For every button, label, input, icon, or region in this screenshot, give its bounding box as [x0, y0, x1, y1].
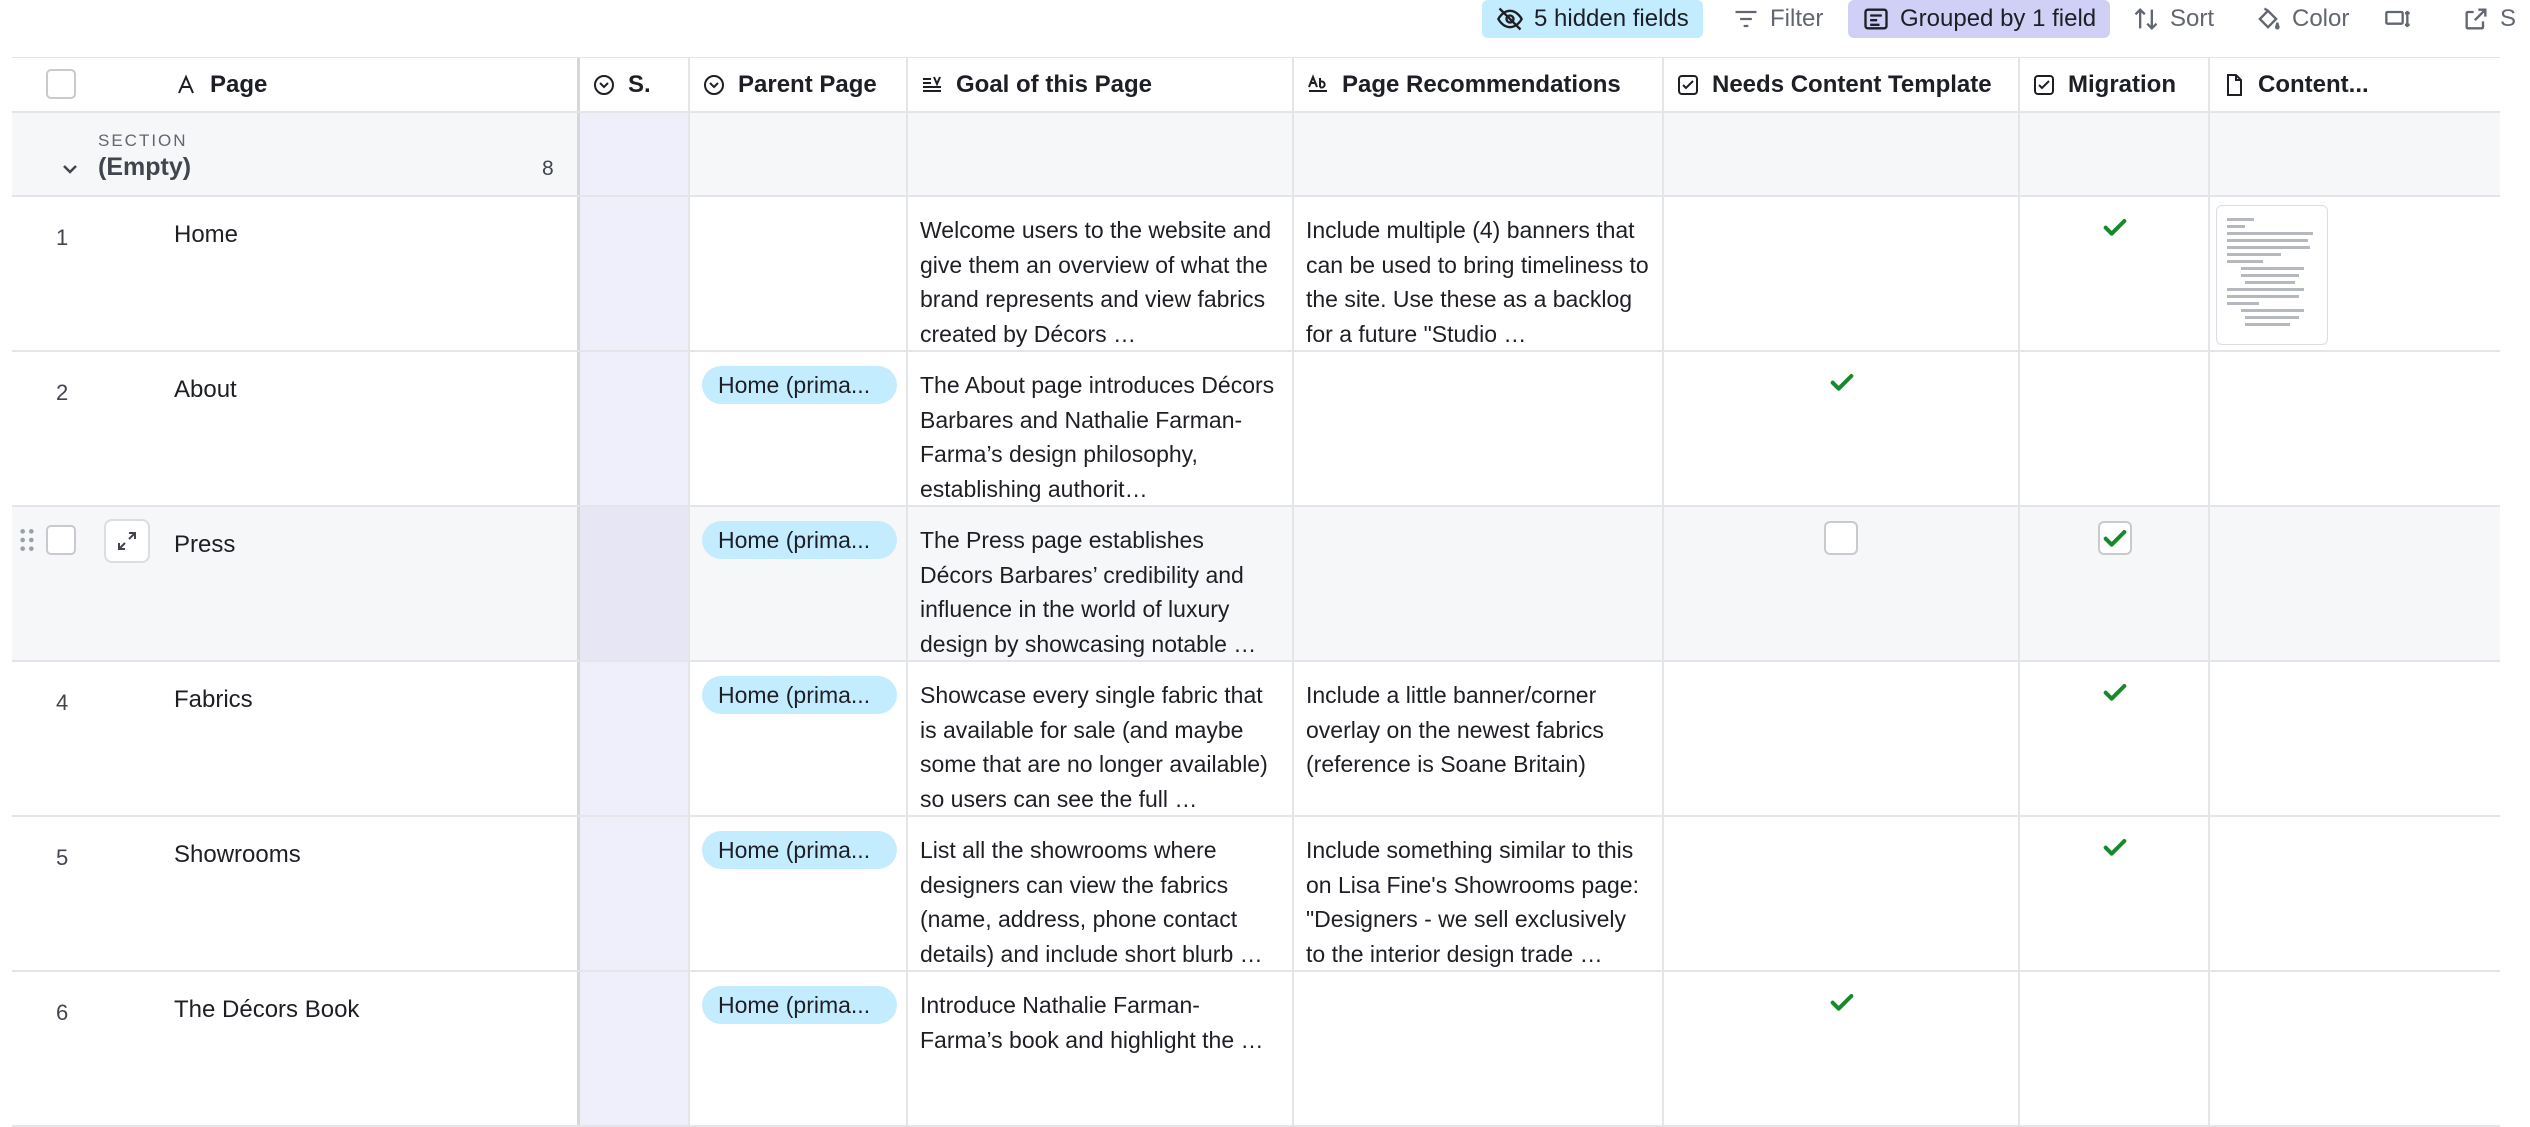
- column-header-content[interactable]: [2210, 58, 2500, 111]
- goal-cell[interactable]: [908, 507, 1294, 660]
- color-label: Color: [2292, 5, 2350, 32]
- parent-page-cell[interactable]: [690, 352, 908, 505]
- s-cell[interactable]: [580, 972, 690, 1125]
- column-header-parent-page[interactable]: [690, 58, 908, 111]
- column-header-page-label: Page: [210, 70, 268, 98]
- column-header-content-label: Content...: [2258, 70, 2369, 98]
- table-row[interactable]: [12, 972, 2500, 1127]
- column-header-recommendations-label: Page Recommendations: [1342, 70, 1621, 98]
- expand-icon: [115, 529, 139, 553]
- column-header-needs-template-label: Needs Content Template: [1712, 70, 1992, 98]
- checkmark-icon[interactable]: [1826, 366, 1858, 398]
- hidden-fields-button[interactable]: [1482, 0, 1703, 38]
- s-cell[interactable]: [580, 197, 690, 350]
- recommendations-text: Include multiple (4) banners that can be used to bring timeliness to the site. Use these as a backlog for a future "Studio …: [1306, 217, 1649, 347]
- group-cell: [1294, 113, 1664, 195]
- row-select-checkbox[interactable]: [46, 525, 76, 555]
- checkmark-icon: [2099, 522, 2131, 554]
- page-cell[interactable]: [12, 352, 580, 505]
- group-field-name: SECTION: [98, 131, 188, 150]
- group-cell: [690, 113, 908, 195]
- share-view-label: S: [2500, 5, 2517, 32]
- external-link-icon: [2462, 5, 2490, 33]
- needs-template-cell[interactable]: [1664, 817, 2020, 970]
- content-cell[interactable]: [2210, 352, 2500, 505]
- row-number: 4: [56, 690, 69, 715]
- content-cell[interactable]: [2210, 662, 2500, 815]
- column-header-recommendations[interactable]: [1294, 58, 1664, 111]
- needs-template-cell[interactable]: [1664, 352, 2020, 505]
- checkmark-icon[interactable]: [2099, 211, 2131, 243]
- checkmark-icon[interactable]: [2099, 676, 2131, 708]
- filter-button[interactable]: [1718, 0, 1837, 38]
- column-header-needs-template[interactable]: [1664, 58, 2020, 111]
- row-number: 2: [56, 380, 69, 405]
- parent-page-cell[interactable]: [690, 197, 908, 350]
- parent-page-pill[interactable]: Home (prima...: [702, 831, 897, 869]
- group-cell: [580, 113, 690, 195]
- page-name: Showrooms: [174, 841, 301, 868]
- s-cell[interactable]: [580, 352, 690, 505]
- goal-cell[interactable]: [908, 817, 1294, 970]
- row-number: 6: [56, 1000, 69, 1025]
- parent-page-cell[interactable]: [690, 507, 908, 660]
- column-header-migration[interactable]: [2020, 58, 2210, 111]
- migration-cell[interactable]: [2020, 507, 2210, 660]
- table-row[interactable]: [12, 662, 2500, 817]
- group-label: Grouped by 1 field: [1900, 5, 2097, 32]
- goal-text: Introduce Nathalie Farman-Farma’s book and highlight the …: [920, 992, 1264, 1053]
- expand-record-button[interactable]: [104, 519, 150, 563]
- group-button[interactable]: [1848, 0, 2110, 38]
- document-thumbnail[interactable]: [2216, 205, 2328, 345]
- records-grid: [0, 57, 2500, 1053]
- recommendations-text: Include a little banner/corner overlay on the newest fabrics (reference is Soane Britain): [1306, 682, 1604, 777]
- recommendations-cell[interactable]: [1294, 197, 1664, 350]
- table-row[interactable]: [12, 817, 2500, 972]
- page-name: The Décors Book: [174, 996, 360, 1023]
- filter-label: Filter: [1770, 5, 1824, 32]
- drag-handle-icon[interactable]: [18, 527, 36, 553]
- recommendations-cell[interactable]: [1294, 817, 1664, 970]
- column-header-s-label: S.: [628, 70, 651, 98]
- s-cell[interactable]: [580, 662, 690, 815]
- sort-icon: [2132, 5, 2160, 33]
- parent-page-pill[interactable]: Home (prima...: [702, 986, 897, 1024]
- needs-template-checkbox[interactable]: [1824, 521, 1858, 555]
- group-cell: [2210, 113, 2500, 195]
- filter-icon: [1732, 5, 1760, 33]
- s-cell[interactable]: [580, 817, 690, 970]
- parent-page-cell[interactable]: [690, 662, 908, 815]
- s-cell[interactable]: [580, 507, 690, 660]
- page-cell[interactable]: [12, 817, 580, 970]
- column-header-goal[interactable]: [908, 58, 1294, 111]
- sort-button[interactable]: [2118, 0, 2228, 38]
- row-height-icon: [2384, 5, 2412, 33]
- checkbox-field-icon: [2032, 73, 2056, 97]
- parent-page-cell[interactable]: [690, 972, 908, 1125]
- column-header-parent-page-label: Parent Page: [738, 70, 877, 98]
- needs-template-cell[interactable]: [1664, 197, 2020, 350]
- page-name: Fabrics: [174, 686, 253, 713]
- table-row[interactable]: [12, 197, 2500, 352]
- column-header-s[interactable]: [580, 58, 690, 111]
- primary-field-icon: [174, 73, 198, 97]
- table-row[interactable]: [12, 352, 2500, 507]
- share-view-button[interactable]: [2448, 0, 2530, 38]
- checkbox-field-icon: [1676, 73, 1700, 97]
- parent-page-pill[interactable]: Home (prima...: [702, 521, 897, 559]
- group-cell: [908, 113, 1294, 195]
- content-cell[interactable]: [2210, 817, 2500, 970]
- goal-text: Showcase every single fabric that is available for sale (and maybe some that are no longer available) so users can see the full …: [920, 682, 1268, 812]
- group-icon: [1862, 5, 1890, 33]
- checkmark-icon[interactable]: [2099, 831, 2131, 863]
- goal-text: The Press page establishes Décors Barbares’ credibility and influence in the world of luxury design by showcasing notable …: [920, 527, 1257, 657]
- eye-slash-icon: [1496, 5, 1524, 33]
- color-button[interactable]: [2240, 0, 2363, 38]
- view-toolbar: [0, 0, 2517, 56]
- row-number: 5: [56, 845, 69, 870]
- select-all-checkbox[interactable]: [46, 69, 76, 99]
- page-cell[interactable]: [12, 662, 580, 815]
- goal-text: List all the showrooms where designers can view the fabrics (name, address, phone contact details) and include short blurb …: [920, 837, 1263, 967]
- goal-text: The About page introduces Décors Barbares and Nathalie Farman-Farma’s design philosophy, establishing authorit…: [920, 372, 1275, 502]
- recommendations-cell[interactable]: [1294, 352, 1664, 505]
- page-name: About: [174, 376, 237, 403]
- goal-cell[interactable]: [908, 352, 1294, 505]
- migration-cell[interactable]: [2020, 197, 2210, 350]
- migration-cell[interactable]: [2020, 352, 2210, 505]
- recommendations-text: Include something similar to this on Lisa Fine's Showrooms page: "Designers - we sell exclusively to the interior design trade …: [1306, 837, 1639, 967]
- recommendations-cell[interactable]: [1294, 662, 1664, 815]
- page-cell[interactable]: [12, 197, 580, 350]
- long-text-icon: [920, 73, 944, 97]
- content-cell[interactable]: [2210, 972, 2500, 1125]
- hidden-fields-label: 5 hidden fields: [1534, 5, 1689, 32]
- rich-text-icon: [1306, 73, 1330, 97]
- checkmark-icon[interactable]: [1826, 986, 1858, 1018]
- goal-text: Welcome users to the website and give them an overview of what the brand represents and view fabrics created by Décors …: [920, 217, 1272, 347]
- page-cell[interactable]: [12, 507, 580, 660]
- group-record-count: 8: [542, 157, 554, 180]
- recommendations-cell[interactable]: [1294, 972, 1664, 1125]
- paint-bucket-icon: [2254, 5, 2282, 33]
- column-header-goal-label: Goal of this Page: [956, 70, 1153, 98]
- single-select-icon: [592, 73, 616, 97]
- migration-cell[interactable]: [2020, 662, 2210, 815]
- group-header-cell[interactable]: [12, 113, 580, 195]
- row-height-button[interactable]: [2370, 0, 2426, 38]
- parent-page-pill[interactable]: Home (prima...: [702, 676, 897, 714]
- group-header-row[interactable]: [12, 113, 2500, 197]
- attachment-file-icon: [2222, 73, 2246, 97]
- content-cell[interactable]: [2210, 197, 2500, 350]
- group-cell: [2020, 113, 2210, 195]
- goal-cell[interactable]: [908, 662, 1294, 815]
- page-name: Home: [174, 221, 239, 248]
- parent-page-pill[interactable]: Home (prima...: [702, 366, 897, 404]
- column-header-page[interactable]: [12, 58, 580, 111]
- migration-cell[interactable]: [2020, 817, 2210, 970]
- page-cell[interactable]: [12, 972, 580, 1125]
- recommendations-cell[interactable]: [1294, 507, 1664, 660]
- goal-cell[interactable]: [908, 972, 1294, 1125]
- chevron-down-icon[interactable]: [58, 157, 82, 181]
- column-header-migration-label: Migration: [2068, 70, 2176, 98]
- sort-label: Sort: [2170, 5, 2215, 32]
- needs-template-cell[interactable]: [1664, 507, 2020, 660]
- goal-cell[interactable]: [908, 197, 1294, 350]
- parent-page-cell[interactable]: [690, 817, 908, 970]
- needs-template-cell[interactable]: [1664, 972, 2020, 1125]
- group-value: (Empty): [98, 153, 192, 181]
- content-cell[interactable]: [2210, 507, 2500, 660]
- migration-cell[interactable]: [2020, 972, 2210, 1125]
- needs-template-cell[interactable]: [1664, 662, 2020, 815]
- single-select-icon: [702, 73, 726, 97]
- table-row[interactable]: [12, 507, 2500, 662]
- column-header-row: [12, 57, 2500, 113]
- group-cell: [1664, 113, 2020, 195]
- row-number: 1: [56, 225, 69, 250]
- page-name: Press: [174, 531, 236, 558]
